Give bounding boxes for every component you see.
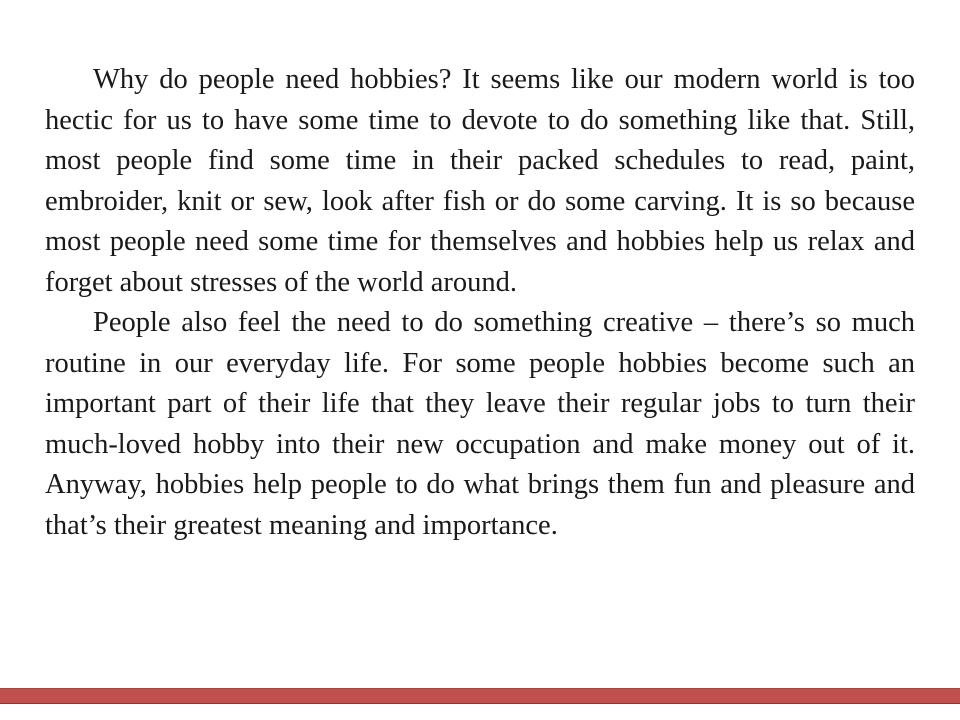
footer-strip [0,704,960,720]
footer-accent-bar [0,688,960,704]
paragraph-2: People also feel the need to do something creative – there’s so much routine in our everyday life. For some people hobbies become such an important part of their life that they leave their regular jobs to turn their much-loved hobby into their new occupation and make money out of it. Anyway, hobbies help people to do what brings them fun and pleasure and that’s their greatest meaning and importance. [45,307,915,541]
body-text [45,60,915,546]
paragraph-1: Why do people need hobbies? It seems like our modern world is too hectic for us to have some time to devote to do something like that. Still, most people find some time in their packed schedules to read, paint, embroider, knit or sew, look after fish or do some carving. It is so because most people need some time for themselves and hobbies help us relax and forget about stresses of the world around. [45,64,915,298]
